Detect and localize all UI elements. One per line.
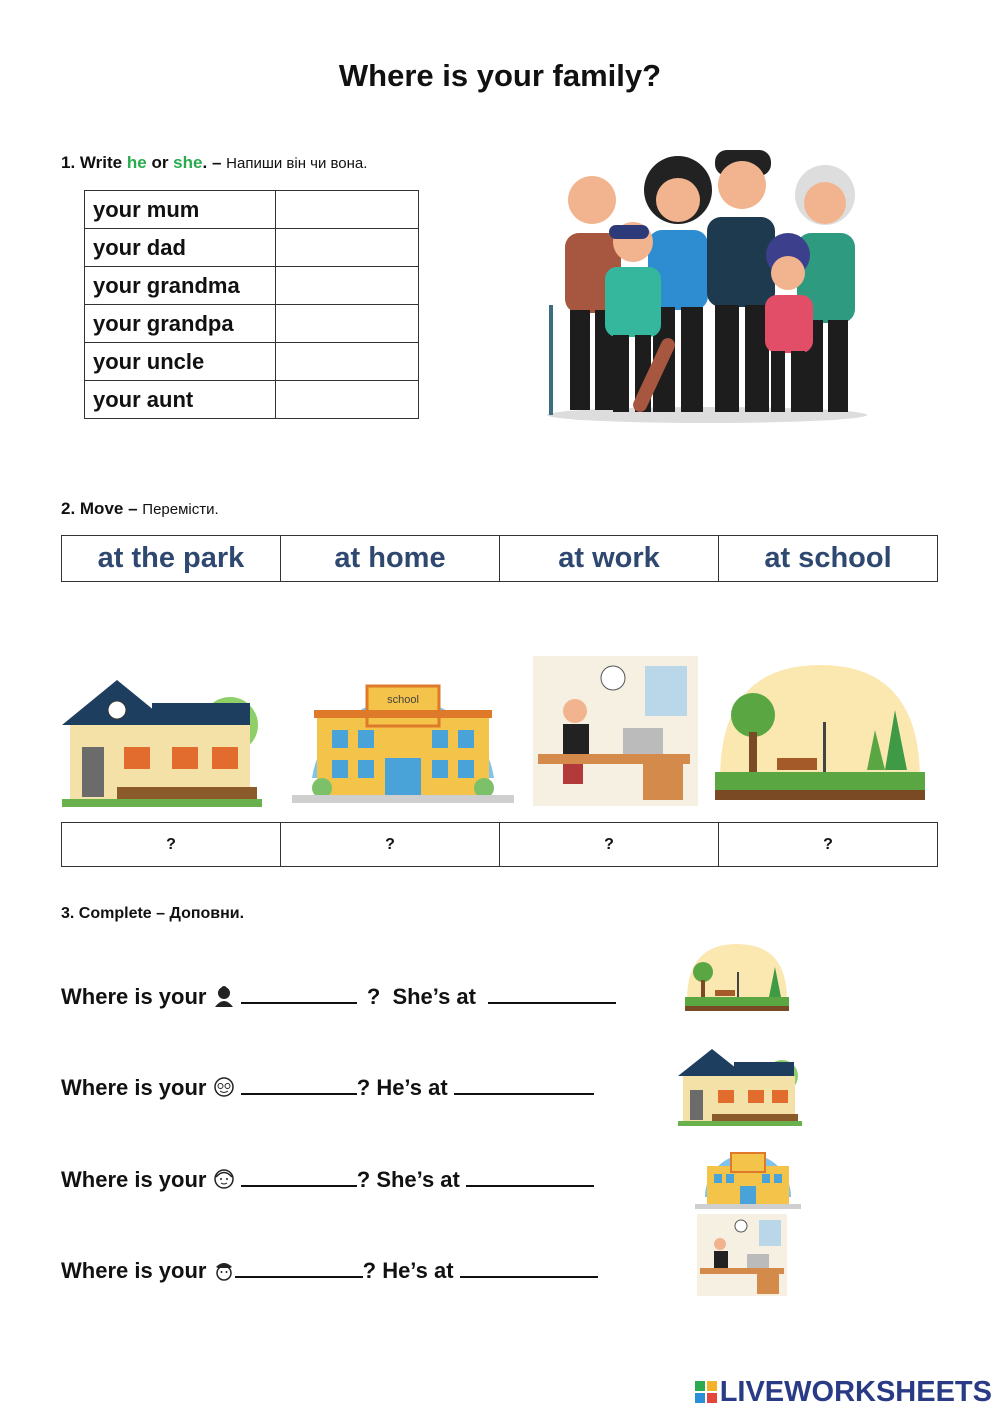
blank-member[interactable]: [241, 1075, 357, 1095]
school-thumbnail: [695, 1140, 801, 1210]
sentence-2: Where is your ? He’s at: [61, 1075, 594, 1101]
answer-cell[interactable]: [276, 191, 419, 229]
family-member: your mum: [85, 191, 276, 229]
option-at-the-park[interactable]: at the park: [62, 536, 281, 581]
family-member: your grandpa: [85, 305, 276, 343]
family-table: [84, 190, 419, 419]
sentence-4: Where is your ? He’s at: [61, 1258, 598, 1284]
house-thumbnail: [678, 1046, 802, 1126]
option-at-work[interactable]: at work: [500, 536, 719, 581]
blank-place[interactable]: [488, 984, 616, 1004]
section3-heading: 3. Complete – Доповни.: [61, 905, 245, 922]
blank-member[interactable]: [241, 1167, 357, 1187]
liveworksheets-logo: LIVEWORKSHEETS: [695, 1376, 992, 1409]
answer-cell[interactable]: [276, 229, 419, 267]
answer-cell[interactable]: [276, 305, 419, 343]
sentence-1: Where is your ? She’s at: [61, 984, 616, 1010]
drop-zone[interactable]: ?: [500, 823, 719, 866]
option-at-home[interactable]: at home: [281, 536, 500, 581]
drop-zone[interactable]: ?: [62, 823, 281, 866]
draggable-options: [61, 535, 938, 582]
answer-cell[interactable]: [276, 343, 419, 381]
family-illustration: [535, 145, 880, 425]
table-row: [85, 191, 419, 229]
sentence-3: Where is your ? She’s at: [61, 1167, 594, 1193]
office-thumbnail: [697, 1214, 787, 1296]
dad-figure: [707, 150, 775, 412]
blank-place[interactable]: [466, 1167, 594, 1187]
blank-place[interactable]: [460, 1258, 598, 1278]
family-member: your uncle: [85, 343, 276, 381]
blank-member[interactable]: [235, 1258, 363, 1278]
drop-zone[interactable]: ?: [281, 823, 500, 866]
table-row: [85, 381, 419, 419]
page-title: Where is your family?: [338, 58, 662, 93]
school-sign: school: [387, 694, 419, 706]
table-row: [85, 267, 419, 305]
drop-targets: [61, 822, 938, 867]
section1-heading: 1. Write he or she. – Напиши він чи вона.: [61, 153, 368, 172]
park-illustration: [715, 660, 925, 805]
family-member: your aunt: [85, 381, 276, 419]
school-illustration: [292, 658, 514, 806]
office-illustration: [533, 656, 698, 806]
grandpa-icon: [213, 1076, 235, 1098]
girl-face-icon: [213, 1168, 235, 1190]
option-at-school[interactable]: at school: [764, 542, 892, 574]
grandma-icon: [213, 985, 235, 1007]
house-illustration: [62, 675, 262, 807]
table-row: [85, 229, 419, 267]
table-row: [85, 343, 419, 381]
table-row: [85, 305, 419, 343]
section2-heading: 2. Move – Перемісти.: [61, 499, 219, 518]
answer-cell[interactable]: [276, 267, 419, 305]
blank-place[interactable]: [454, 1075, 594, 1095]
blank-member[interactable]: [241, 984, 357, 1004]
logo-grid-icon: [695, 1378, 717, 1400]
answer-cell[interactable]: [276, 381, 419, 419]
drop-zone[interactable]: ?: [823, 835, 833, 853]
park-thumbnail: [685, 942, 789, 1012]
policeman-icon: [213, 1259, 235, 1281]
family-member: your grandma: [85, 267, 276, 305]
family-member: your dad: [85, 229, 276, 267]
